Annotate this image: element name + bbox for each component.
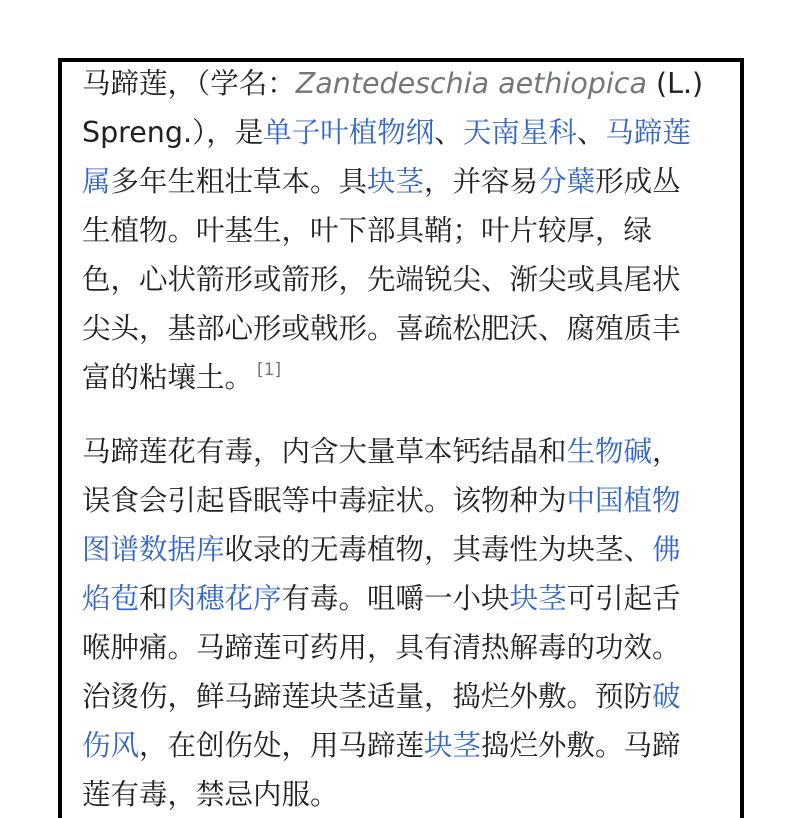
text-line xyxy=(82,304,702,353)
text-run: 、 xyxy=(576,116,606,149)
article-frame xyxy=(58,58,744,818)
article-link[interactable]: 天南星科 xyxy=(462,116,577,149)
text-run: Spreng.），是 xyxy=(82,116,264,149)
text-line xyxy=(82,206,702,255)
text-line xyxy=(82,476,702,525)
text-run: (L.) xyxy=(646,67,704,100)
text-run: 莲有毒，禁忌内服。 xyxy=(82,778,339,811)
text-run: 马蹄莲花有毒，内含大量草本钙结晶和 xyxy=(82,435,567,468)
article-link[interactable]: 肉穗花序 xyxy=(167,582,282,615)
text-run: 有毒。咀嚼一小块 xyxy=(281,582,510,615)
text-run: 和 xyxy=(139,582,168,615)
article-link[interactable]: 块茎 xyxy=(424,729,482,762)
text-run: 形成丛 xyxy=(595,165,681,198)
reference-link[interactable]: [1] xyxy=(257,360,282,380)
article-link[interactable]: 伤风 xyxy=(82,729,140,762)
article-link[interactable]: 单子叶植物纲 xyxy=(263,116,435,149)
article-link[interactable]: 焰苞 xyxy=(82,582,140,615)
paragraph-2 xyxy=(82,427,702,818)
text-line xyxy=(82,353,702,402)
article-link[interactable]: 佛 xyxy=(652,533,681,566)
text-line xyxy=(82,574,702,623)
text-line xyxy=(82,525,702,574)
text-line xyxy=(82,108,702,157)
text-run: 多年生粗壮草本。具 xyxy=(110,165,368,198)
text-line xyxy=(82,623,702,672)
paragraph-1 xyxy=(82,59,702,402)
article-link[interactable]: 块茎 xyxy=(509,582,567,615)
text-run: 生植物。叶基生，叶下部具鞘；叶片较厚，绿 xyxy=(82,214,653,247)
article-body xyxy=(82,59,702,818)
text-line xyxy=(82,672,702,721)
article-link[interactable]: 马蹄莲 xyxy=(605,116,691,149)
scientific-name: Zantedeschia aethiopica xyxy=(295,67,647,100)
text-run: 马蹄莲，（学名： xyxy=(82,67,296,100)
text-run: 喉肿痛。马蹄莲可药用，具有清热解毒的功效。 xyxy=(82,631,681,664)
text-run: 可引起舌 xyxy=(566,582,681,615)
text-run: ，并容易 xyxy=(424,165,539,198)
text-run: 收录的无毒植物，其毒性为块茎、 xyxy=(224,533,653,566)
text-run: 色，心状箭形或箭形，先端锐尖、渐尖或具尾状 xyxy=(82,263,681,296)
text-run: 治烫伤，鲜马蹄莲块茎适量，捣烂外敷。预防 xyxy=(82,680,653,713)
article-link[interactable]: 破 xyxy=(652,680,681,713)
article-link[interactable]: 分蘖 xyxy=(538,165,596,198)
article-link[interactable]: 属 xyxy=(82,165,111,198)
text-line xyxy=(82,721,702,770)
text-line xyxy=(82,427,702,476)
text-line xyxy=(82,255,702,304)
text-run: 富的粘壤土。 xyxy=(82,361,254,394)
text-run: 、 xyxy=(434,116,463,149)
text-run: 捣烂外敷。马蹄 xyxy=(481,729,681,762)
article-link[interactable]: 图谱数据库 xyxy=(82,533,225,566)
text-run: 尖头，基部心形或戟形。喜疏松肥沃、腐殖质丰 xyxy=(82,312,681,345)
text-line xyxy=(82,770,702,818)
text-run: ， xyxy=(652,435,681,468)
text-run: ，在创伤处，用马蹄莲 xyxy=(139,729,425,762)
article-link[interactable]: 块茎 xyxy=(367,165,425,198)
text-line xyxy=(82,157,702,206)
text-line xyxy=(82,59,702,108)
article-link[interactable]: 生物碱 xyxy=(566,435,653,468)
text-run: 误食会引起昏眠等中毒症状。该物种为 xyxy=(82,484,567,517)
article-link[interactable]: 中国植物 xyxy=(566,484,681,517)
